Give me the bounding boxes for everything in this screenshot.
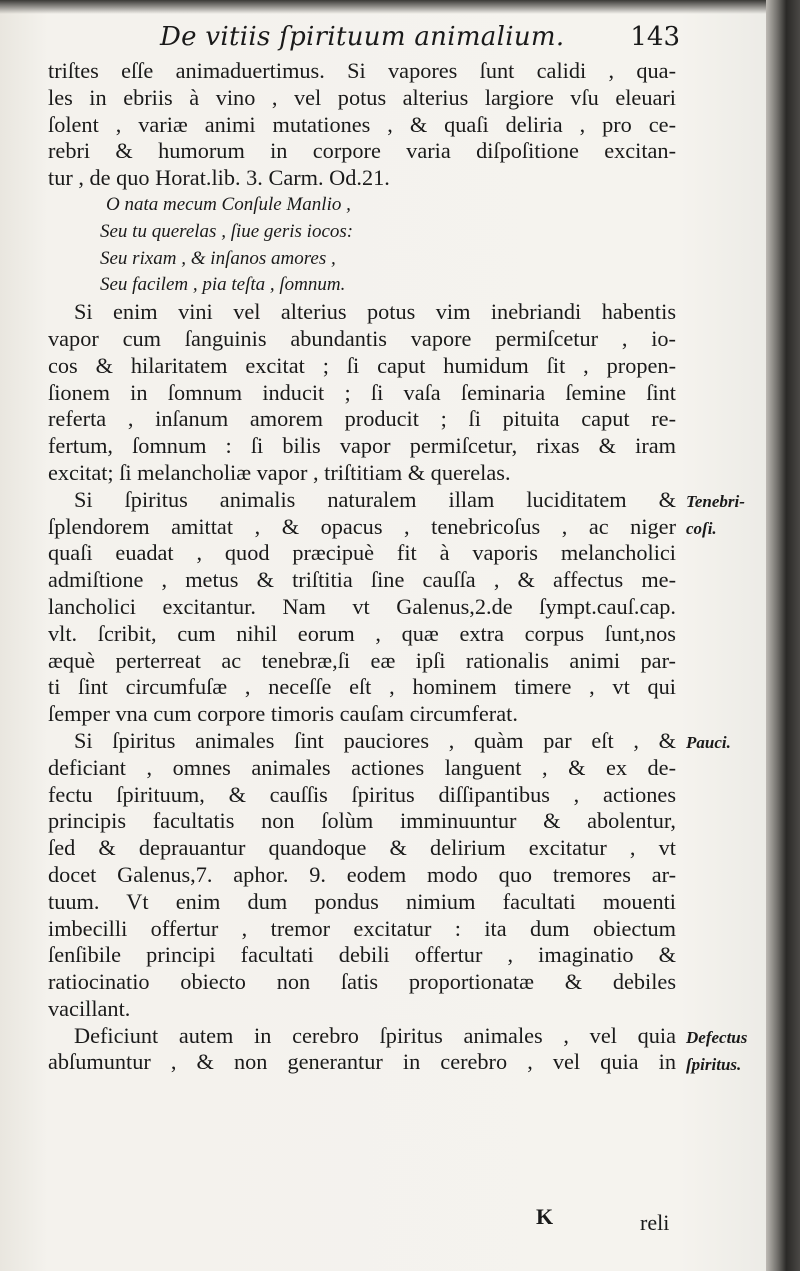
marginal-note: Defectus [686,1027,748,1047]
text-line: Seu facilem , pia teſta , ſomnum. [100,274,346,296]
text-line: cos & hilaritatem excitat ; ſi caput humidum ſit , propen- [48,352,676,378]
marginal-note: Tenebri- [686,491,745,511]
marginal-note: Pauci. [686,733,731,752]
text-line: deficiant , omnes animales actiones languent , & ex de- [48,754,676,780]
text-line: Deficiunt autem in cerebro ſpiritus animales , vel quia [74,1022,676,1048]
text-line: fectu ſpirituum, & cauſſis ſpiritus diſſipantibus , actiones [48,781,676,807]
text-line: vapor cum ſanguinis abundantis vapore permiſcetur , io- [48,325,676,351]
text-line: Si ſpiritus animalis naturalem illam luciditatem & [74,486,676,512]
marginal-note: coſi. [686,518,717,538]
text-line: Seu rixam , & inſanos amores , [100,247,336,269]
page-number: 143 [630,22,680,52]
text-line: rebri & humorum in corpore varia diſpoſitione excitan- [48,138,676,164]
page-header [160,22,680,58]
text-line: lancholici excitantur. Nam vt Galenus,2.de ſympt.cauſ.cap. [48,593,676,619]
text-line: ſplendorem amittat , & opacus , tenebricoſus , ac niger [48,513,676,539]
text-line: Seu tu querelas , ſiue geris iocos: [100,220,354,242]
body-text [48,58,676,1076]
signature-mark: K [536,1204,554,1229]
text-line: æquè perterreat ac tenebræ,ſi eæ ipſi rationalis animi par- [48,647,676,673]
text-line: imbecilli offertur , tremor excitatur : ita dum obiectum [48,915,676,941]
text-line: admiſtione , metus & triſtitia ſine cauſſa , & affectus me- [48,567,676,593]
text-line: ſolent , variæ animi mutationes , & quaſi deliria , pro ce- [48,111,676,137]
text-line: ratiocinatio obiecto non ſatis proportionatæ & debiles [48,969,676,995]
catchword: reli [640,1210,670,1235]
text-line: principis facultatis non ſolùm imminuuntur & abolentur, [48,808,676,834]
text-line: ti ſint circumfuſæ , neceſſe eſt , hominem timere , vt qui [48,674,676,700]
page-top-shadow [0,0,800,14]
text-line: tuum. Vt enim dum pondus nimium facultati mouenti [48,888,676,914]
text-line: fertum, ſomnum : ſi bilis vapor permiſcetur, rixas & iram [48,433,676,459]
marginal-note: ſpiritus. [686,1054,742,1074]
text-line: excitat; ſi melancholiæ vapor , triſtitiam & querelas. [48,459,511,485]
text-line: ſionem in ſomnum inducit ; ſi vaſa ſeminaria ſemine ſint [48,379,676,405]
text-line: quaſi euadat , quod præcipuè fit à vaporis melancholici [48,540,676,566]
text-line: Si enim vini vel alterius potus vim inebriandi habentis [74,299,676,325]
text-line: les in ebriis à vino , vel potus alterius largiore vſu eleuari [48,84,676,110]
text-line: docet Galenus,7. aphor. 9. eodem modo quo tremores ar- [48,861,676,887]
text-line: Si ſpiritus animales ſint pauciores , quàm par eſt , & [74,727,676,753]
running-head: De vitiis ſpirituum animalium. [160,22,565,52]
text-line: vacillant. [48,995,131,1021]
text-line: abſumuntur , & non generantur in cerebro , vel quia in [48,1049,676,1075]
text-line: triſtes eſſe animaduertimus. Si vapores ſunt calidi , qua- [48,58,676,83]
text-line: referta , inſanum amorem producit ; ſi pituita caput re- [48,406,676,432]
text-line: tur , de quo Horat.lib. 3. Carm. Od.21. [48,165,390,191]
text-line: ſenſibile principi facultati debili offertur , imaginatio & [48,942,676,968]
text-line: ſemper vna cum corpore timoris cauſam circumferat. [48,701,518,727]
text-line: vlt. ſcribit, cum nihil eorum , quæ extra corpus ſunt,nos [48,620,676,646]
book-spine [766,0,800,1271]
text-line: O nata mecum Conſule Manlio , [106,193,351,215]
text-line: ſed & deprauantur quandoque & delirium excitatur , vt [48,835,676,861]
